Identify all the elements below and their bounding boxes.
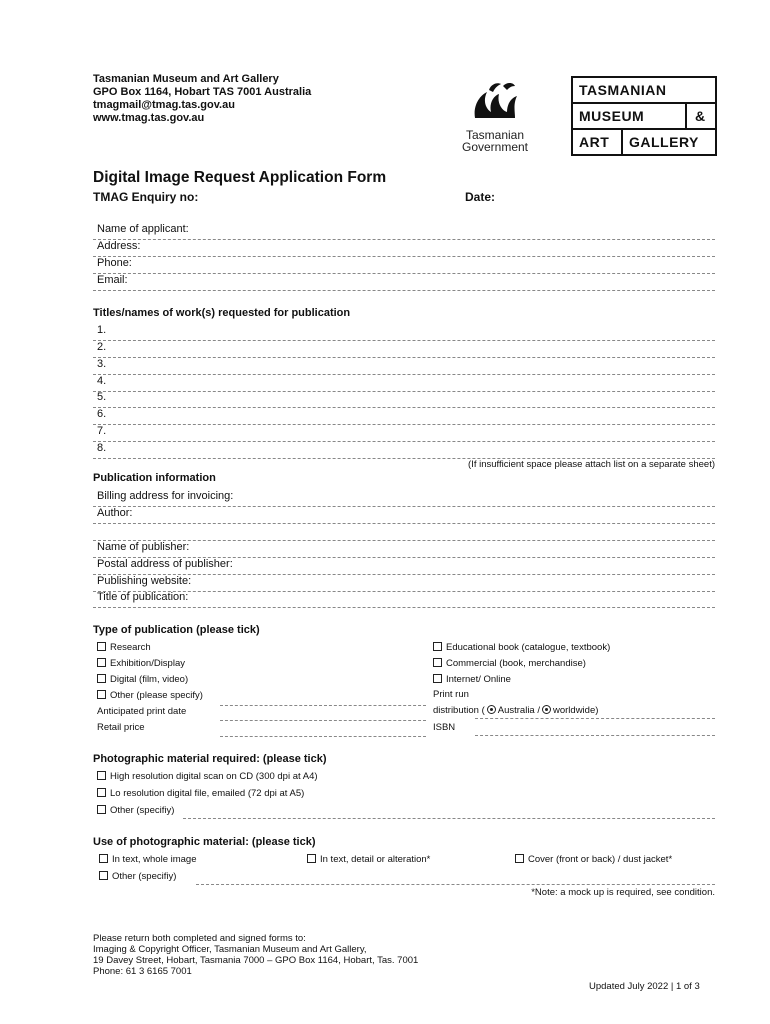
anticipated-date-line[interactable] [220, 720, 426, 721]
name-field[interactable] [93, 222, 715, 240]
publisher-name-field[interactable] [93, 540, 715, 558]
title-row-1[interactable] [93, 323, 715, 341]
distribution-option-worldwide: worldwide) [553, 705, 599, 716]
checkbox-icon [97, 674, 106, 683]
other-specify-line[interactable] [220, 705, 426, 706]
org-email: tmagmail@tmag.tas.gov.au [93, 99, 235, 111]
print-run-line[interactable] [475, 718, 715, 719]
title-row-number: 8. [97, 442, 107, 454]
gov-logo-line: Government [461, 140, 529, 154]
use-other-line[interactable] [196, 884, 715, 885]
email-field[interactable] [93, 273, 715, 291]
option-label: Commercial (book, merchandise) [446, 658, 586, 669]
photo-other-checkbox[interactable] [97, 805, 174, 816]
use-whole-image-checkbox[interactable] [99, 854, 197, 865]
type-commercial-checkbox[interactable] [433, 658, 586, 669]
checkbox-icon [433, 674, 442, 683]
billing-address-field[interactable] [93, 489, 715, 507]
updated-page-number: Updated July 2022 | 1 of 3 [589, 981, 700, 992]
type-internet-checkbox[interactable] [433, 674, 511, 685]
mock-up-note: *Note: a mock up is required, see condition. [531, 887, 715, 898]
publication-heading: Publication information [93, 472, 216, 484]
author-field[interactable] [93, 506, 715, 524]
titles-note: (If insufficient space please attach list on a separate sheet) [468, 459, 715, 470]
photo-other-line[interactable] [183, 818, 715, 819]
logo-word-tasmanian: TASMANIAN [579, 82, 667, 98]
retail-price-label: Retail price [97, 722, 145, 733]
option-label: High resolution digital scan on CD (300 dpi at A4) [110, 771, 318, 782]
organisation-address [93, 73, 311, 125]
publisher-address-label: Postal address of publisher: [97, 558, 233, 570]
publisher-name-label: Name of publisher: [97, 541, 190, 553]
form-title: Digital Image Request Application Form [93, 169, 387, 186]
checkbox-icon [97, 788, 106, 797]
isbn-label: ISBN [433, 722, 456, 733]
title-row-number: 4. [97, 375, 107, 387]
blank-line[interactable] [93, 523, 715, 541]
isbn-line[interactable] [475, 735, 715, 736]
footer-line: Imaging & Copyright Officer, Tasmanian Museum and Art Gallery, [93, 944, 367, 955]
distribution-label: distribution ( [433, 705, 485, 716]
address-field[interactable] [93, 239, 715, 257]
type-digital-checkbox[interactable] [97, 674, 188, 685]
use-heading: Use of photographic material: (please tick) [93, 836, 316, 848]
photo-heading: Photographic material required: (please tick) [93, 753, 327, 765]
option-label: Internet/ Online [446, 674, 511, 685]
gov-logo-text [455, 129, 535, 153]
address-field-label: Address: [97, 240, 141, 252]
option-label: Cover (front or back) / dust jacket* [528, 854, 673, 865]
titles-heading: Titles/names of work(s) requested for publication [93, 307, 351, 319]
tmag-logo [571, 76, 717, 156]
title-row-number: 1. [97, 324, 107, 336]
photo-low-res-checkbox[interactable] [97, 788, 304, 799]
logo-word-museum: MUSEUM [579, 108, 645, 124]
phone-field[interactable] [93, 256, 715, 274]
enquiry-label: TMAG Enquiry no: [93, 190, 199, 204]
author-label: Author: [97, 507, 133, 519]
email-field-label: Email: [97, 274, 128, 286]
footer-line: Phone: 61 3 6165 7001 [93, 966, 192, 977]
title-row-number: 6. [97, 408, 107, 420]
option-label: In text, detail or alteration* [320, 854, 431, 865]
checkbox-icon [433, 642, 442, 651]
publication-title-field[interactable] [93, 590, 715, 608]
title-row-number: 3. [97, 358, 107, 370]
checkbox-icon [97, 658, 106, 667]
checkbox-icon [97, 805, 106, 814]
title-row-8[interactable] [93, 441, 715, 459]
title-row-number: 2. [97, 341, 107, 353]
retail-price-line[interactable] [220, 736, 426, 737]
logo-ampersand: & [695, 108, 706, 124]
photo-high-res-checkbox[interactable] [97, 771, 318, 782]
name-field-label: Name of applicant: [97, 223, 189, 235]
distribution-option-australia: Australia / [497, 705, 540, 716]
checkbox-icon [99, 871, 108, 880]
checkbox-icon [515, 854, 524, 863]
checkbox-icon [97, 642, 106, 651]
phone-field-label: Phone: [97, 257, 132, 269]
footer-line: Please return both completed and signed forms to: [93, 933, 306, 944]
title-row-2[interactable] [93, 340, 715, 358]
option-label: Research [110, 642, 151, 653]
date-label: Date: [465, 190, 496, 204]
print-run-label: Print run [433, 689, 469, 700]
type-exhibition-checkbox[interactable] [97, 658, 185, 669]
footer-line: 19 Davey Street, Hobart, Tasmania 7000 – GPO Box 1164, Hobart, Tas. 7001 [93, 955, 419, 966]
option-label: Other (specifiy) [110, 805, 175, 816]
tiger-emblem-icon [469, 80, 521, 120]
option-label: Educational book (catalogue, textbook) [446, 642, 611, 653]
type-other-checkbox[interactable] [97, 690, 203, 701]
option-label: In text, whole image [112, 854, 197, 865]
checkbox-icon [99, 854, 108, 863]
distribution-row [433, 705, 598, 716]
radio-australia-icon[interactable] [487, 705, 496, 714]
checkbox-icon [97, 771, 106, 780]
checkbox-icon [97, 690, 106, 699]
gov-logo-line: Tasmanian [465, 128, 525, 142]
type-educational-checkbox[interactable] [433, 642, 610, 653]
type-research-checkbox[interactable] [97, 642, 151, 653]
title-row-7[interactable] [93, 424, 715, 442]
logo-word-art: ART [579, 134, 610, 150]
checkbox-icon [307, 854, 316, 863]
use-cover-checkbox[interactable] [515, 854, 672, 865]
return-instructions [93, 933, 418, 977]
org-postal: GPO Box 1164, Hobart TAS 7001 Australia [93, 86, 312, 98]
publication-title-label: Title of publication: [97, 591, 189, 603]
type-heading: Type of publication (please tick) [93, 624, 260, 636]
checkbox-icon [433, 658, 442, 667]
publisher-website-label: Publishing website: [97, 575, 192, 587]
use-detail-checkbox[interactable] [307, 854, 430, 865]
use-other-checkbox[interactable] [99, 871, 176, 882]
option-label: Exhibition/Display [110, 658, 185, 669]
option-label: Other (specifiy) [112, 871, 177, 882]
option-label: Lo resolution digital file, emailed (72 dpi at A5) [110, 788, 305, 799]
tasmanian-government-logo [455, 80, 535, 152]
title-row-3[interactable] [93, 357, 715, 375]
billing-address-label: Billing address for invoicing: [97, 490, 234, 502]
anticipated-date-label: Anticipated print date [97, 706, 187, 717]
option-label: Digital (film, video) [110, 674, 189, 685]
option-label: Other (please specify) [110, 690, 203, 701]
radio-worldwide-icon[interactable] [542, 705, 551, 714]
title-row-5[interactable] [93, 390, 715, 408]
logo-word-gallery: GALLERY [629, 134, 699, 150]
title-row-6[interactable] [93, 407, 715, 425]
org-website: www.tmag.tas.gov.au [93, 112, 205, 124]
publisher-address-field[interactable] [93, 557, 715, 575]
title-row-number: 7. [97, 425, 107, 437]
org-name: Tasmanian Museum and Art Gallery [93, 73, 279, 85]
title-row-number: 5. [97, 391, 107, 403]
